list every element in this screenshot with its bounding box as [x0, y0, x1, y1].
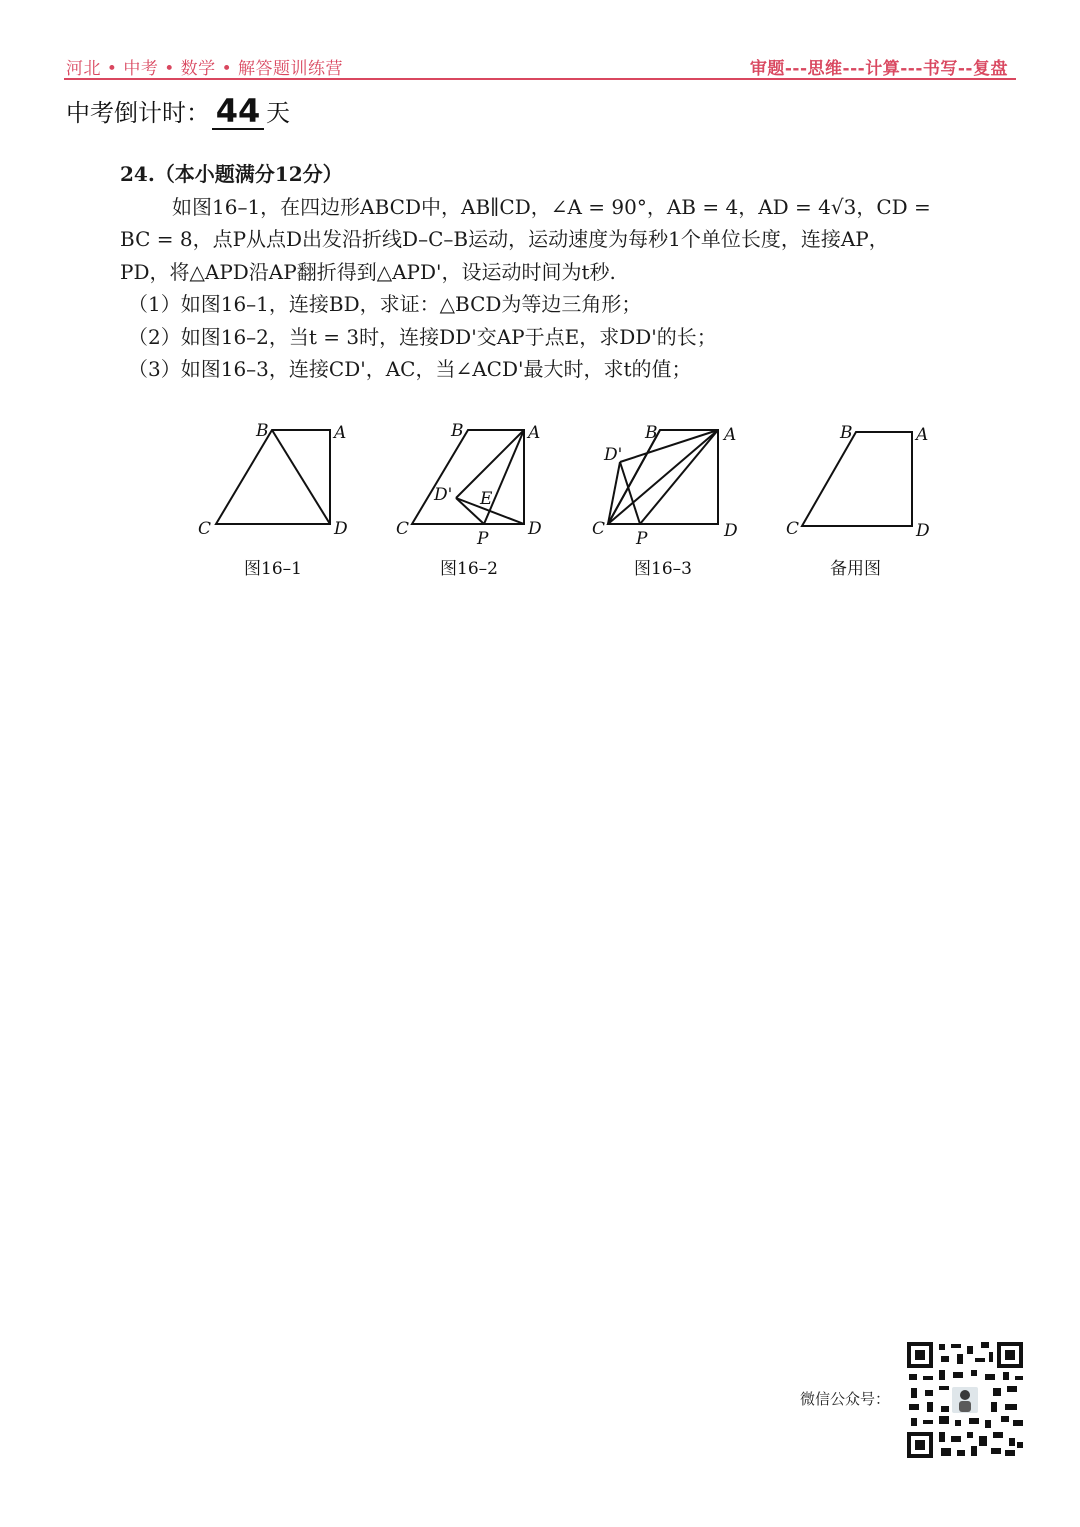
fig1-label-c: C [198, 519, 212, 539]
wechat-qr-code-icon [905, 1340, 1025, 1460]
fig1-quadrilateral [216, 430, 330, 524]
fig1-caption: 图16–1 [244, 559, 302, 579]
fig2-label-dprime: D' [434, 485, 453, 505]
figure-row [120, 410, 1010, 610]
countdown-unit: 天 [266, 99, 290, 127]
fig3-label-dprime: D' [604, 445, 623, 465]
fig2-segment-ap [484, 430, 524, 524]
fig2-caption: 图16–2 [440, 559, 498, 579]
fig4-label-b: B [840, 423, 853, 443]
fig3-label-p: P [636, 529, 648, 549]
fig1-label-d: D [334, 519, 348, 539]
fig2-label-d: D [528, 519, 542, 539]
fig3-label-c: C [592, 519, 606, 539]
wechat-account-label: 微信公众号： [800, 1390, 891, 1408]
problem-stem-line-3: PD，将△APD沿AP翻折得到△APD'，设运动时间为t秒. [120, 259, 616, 284]
fig1-label-a: A [334, 423, 347, 443]
exam-countdown [66, 90, 290, 130]
fig3-label-d: D [724, 521, 738, 541]
fig4-quadrilateral [802, 432, 912, 526]
fig2-label-a: A [528, 423, 541, 443]
geometry-figures [120, 410, 1010, 610]
problem-title: 24.（本小题满分12分） [120, 162, 343, 186]
fig3-segment-adp [620, 430, 718, 462]
fig2-label-e: E [480, 489, 493, 509]
fig2-label-p: P [477, 529, 489, 549]
question-2: （2）如图16–2，当t = 3时，连接DD'交AP于点E，求DD'的长； [128, 324, 717, 349]
problem-stem-line-1: 如图16–1，在四边形ABCD中，AB∥CD，∠A = 90°，AB = 4，AD = 4√3，CD = [172, 194, 931, 219]
fig4-label-a: A [916, 425, 929, 445]
header-series-title: 河北 • 中考 • 数学 • 解答题训练营 [66, 59, 344, 79]
fig3-label-a: A [724, 425, 737, 445]
problem-24 [120, 158, 1010, 386]
fig1-label-b: B [256, 421, 269, 441]
fig2-segment-adp [456, 430, 524, 498]
fig2-label-b: B [451, 421, 464, 441]
header-motto: 审题---思维---计算---书写--复盘 [749, 59, 1008, 79]
question-3: （3）如图16–3，连接CD'，AC，当∠ACD'最大时，求t的值； [128, 357, 692, 381]
fig3-label-b: B [645, 423, 658, 443]
question-1: （1）如图16–1，连接BD，求证：△BCD为等边三角形； [128, 292, 642, 316]
fig2-label-c: C [396, 519, 410, 539]
fig4-caption: 备用图 [830, 559, 881, 579]
fig4-label-c: C [786, 519, 800, 539]
fig3-caption: 图16–3 [634, 559, 692, 579]
countdown-number: 44 [212, 94, 264, 130]
fig4-label-d: D [916, 521, 930, 541]
page-header [64, 52, 1016, 80]
fig1-diagonal-bd [272, 430, 330, 524]
problem-stem-line-2: BC = 8，点P从点D出发沿折线D–C–B运动，运动速度为每秒1个单位长度，连接AP， [120, 227, 889, 251]
countdown-label: 中考倒计时： [66, 99, 210, 127]
